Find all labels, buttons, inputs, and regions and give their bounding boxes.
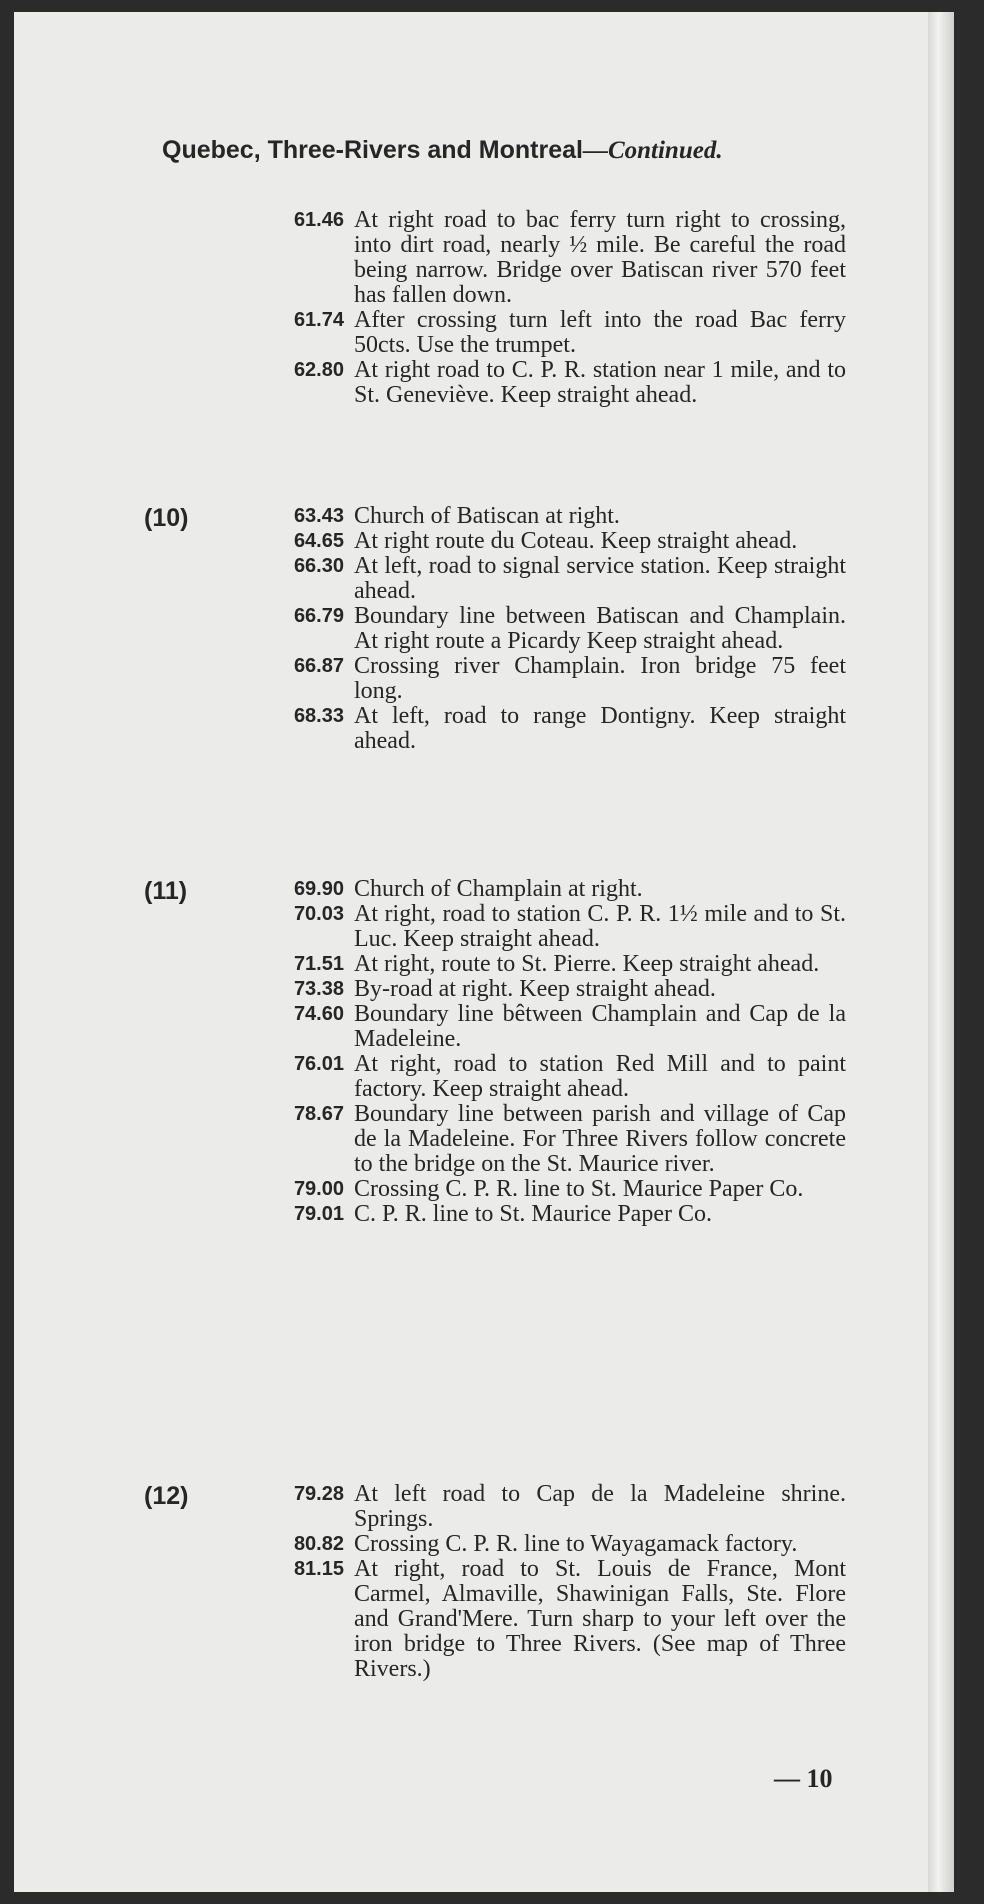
mileage: 70.03 xyxy=(293,903,344,925)
entry-text: C. P. R. line to St. Maurice Paper Co. xyxy=(354,1201,712,1227)
route-entry xyxy=(144,902,874,952)
mileage: 61.46 xyxy=(293,209,344,231)
route-entry xyxy=(144,1557,874,1682)
route-entry xyxy=(144,877,874,902)
entry-text: Church of Champlain at right. xyxy=(354,876,643,902)
mileage: 68.33 xyxy=(293,705,344,727)
route-entry xyxy=(144,654,874,704)
entry-text: Church of Batiscan at right. xyxy=(354,503,620,529)
entry-text: At right, road to station C. P. R. 1½ mile and to St. Luc. Keep straight ahead. xyxy=(354,901,846,952)
route-entry xyxy=(144,1177,874,1202)
mileage: 64.65 xyxy=(293,530,344,552)
mileage: 74.60 xyxy=(293,1003,344,1025)
route-entry xyxy=(144,1202,874,1227)
section-number: (11) xyxy=(144,877,188,905)
route-entry xyxy=(144,358,874,408)
entry-text: Boundary line bêtween Champlain and Cap de la Madeleine. xyxy=(354,1001,846,1052)
page-number: — 10 xyxy=(774,1764,833,1793)
route-section xyxy=(144,1482,874,1682)
entry-text: Crossing C. P. R. line to Wayagamack factory. xyxy=(354,1531,798,1557)
entry-text: Boundary line between Batiscan and Champlain. At right route a Picardy Keep straight ahead. xyxy=(354,603,846,654)
section-number: (10) xyxy=(144,504,189,532)
route-entry xyxy=(144,977,874,1002)
route-entry xyxy=(144,1052,874,1102)
route-entry xyxy=(144,1532,874,1557)
entry-text: Boundary line between parish and village of Cap de la Madeleine. For Three Rivers follow concrete to the bridge on the St. Maurice river. xyxy=(354,1101,846,1177)
entry-text: At right, route to St. Pierre. Keep straight ahead. xyxy=(354,951,820,977)
route-entry xyxy=(144,704,874,754)
route-entry xyxy=(144,308,874,358)
route-section xyxy=(144,504,874,754)
book-page xyxy=(14,12,954,1892)
section-number: (12) xyxy=(144,1482,189,1510)
mileage: 78.67 xyxy=(293,1103,344,1125)
mileage: 63.43 xyxy=(293,505,344,527)
mileage: 76.01 xyxy=(293,1053,344,1075)
entry-text: Crossing C. P. R. line to St. Maurice Paper Co. xyxy=(354,1176,804,1202)
route-entry xyxy=(144,504,874,529)
entry-text: At left, road to signal service station. Keep straight ahead. xyxy=(354,553,846,604)
entry-text: After crossing turn left into the road Bac ferry 50cts. Use the trumpet. xyxy=(354,307,846,358)
page-edge xyxy=(928,12,954,1892)
route-entry xyxy=(144,529,874,554)
mileage: 66.79 xyxy=(293,605,344,627)
route-entry xyxy=(144,1482,874,1532)
running-header xyxy=(162,136,862,165)
route-entry xyxy=(144,208,874,308)
entry-text: At left road to Cap de la Madeleine shrine. Springs. xyxy=(354,1481,846,1532)
entry-text: At right, road to St. Louis de France, Mont Carmel, Almaville, Shawinigan Falls, Ste. Flore and Grand'Mere. Turn sharp to your left over the iron bridge to Three Rivers. (See map of Three Rivers.) xyxy=(354,1556,846,1682)
entry-text: At left, road to range Dontigny. Keep straight ahead. xyxy=(354,703,846,754)
mileage: 79.01 xyxy=(293,1203,344,1225)
mileage: 69.90 xyxy=(293,878,344,900)
entry-text: At right, road to station Red Mill and to paint factory. Keep straight ahead. xyxy=(354,1051,846,1102)
route-entry xyxy=(144,1002,874,1052)
route-entry xyxy=(144,554,874,604)
entry-text: At right road to C. P. R. station near 1 mile, and to St. Geneviève. Keep straight ahead. xyxy=(354,357,846,408)
mileage: 81.15 xyxy=(293,1558,344,1580)
mileage: 79.28 xyxy=(293,1483,344,1505)
mileage: 66.87 xyxy=(293,655,344,677)
route-section xyxy=(144,208,874,408)
route-entry xyxy=(144,1102,874,1177)
mileage: 80.82 xyxy=(293,1533,344,1555)
mileage: 71.51 xyxy=(293,953,344,975)
entry-text: At right route du Coteau. Keep straight ahead. xyxy=(354,528,798,554)
entry-text: At right road to bac ferry turn right to crossing, into dirt road, nearly ½ mile. Be careful the road being narrow. Bridge over Batiscan river 570 feet has fallen down. xyxy=(354,207,846,308)
header-title: Quebec, Three-Rivers and Montreal xyxy=(162,136,583,164)
route-entry xyxy=(144,952,874,977)
mileage: 61.74 xyxy=(293,309,344,331)
entry-text: By-road at right. Keep straight ahead. xyxy=(354,976,716,1002)
header-continued: —Continued. xyxy=(582,137,723,164)
entry-text: Crossing river Champlain. Iron bridge 75 feet long. xyxy=(354,653,846,704)
route-section xyxy=(144,877,874,1227)
mileage: 73.38 xyxy=(293,978,344,1000)
route-entry xyxy=(144,604,874,654)
mileage: 79.00 xyxy=(293,1178,344,1200)
mileage: 62.80 xyxy=(293,359,344,381)
mileage: 66.30 xyxy=(293,555,344,577)
